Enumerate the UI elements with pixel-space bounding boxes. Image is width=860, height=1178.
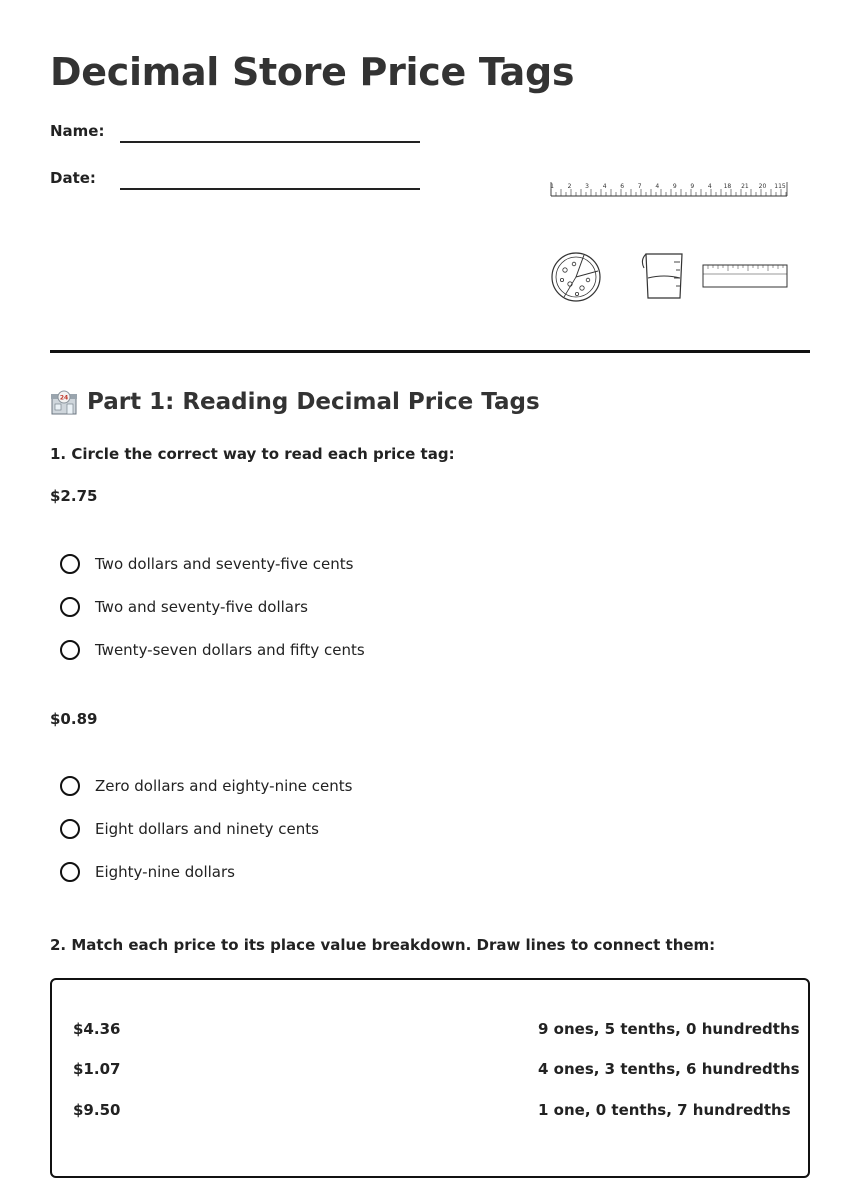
radio-circle[interactable] xyxy=(60,554,80,574)
part1-heading xyxy=(50,388,540,416)
radio-circle[interactable] xyxy=(60,597,80,617)
answer-option[interactable] xyxy=(60,819,319,839)
convenience-store-icon xyxy=(50,388,78,416)
ruler-label: 1 xyxy=(550,183,554,190)
radio-circle[interactable] xyxy=(60,819,80,839)
ruler-label: 4 xyxy=(707,183,712,190)
date-label: Date: xyxy=(50,169,96,187)
option-label: Eighty-nine dollars xyxy=(95,863,235,881)
ruler-label: 3 xyxy=(585,183,589,190)
match-price[interactable]: $4.36 xyxy=(73,1020,121,1038)
section-divider xyxy=(50,350,810,353)
name-line[interactable] xyxy=(120,141,420,143)
ruler-label: 4 xyxy=(655,183,660,190)
match-price[interactable]: $1.07 xyxy=(73,1060,121,1078)
name-label: Name: xyxy=(50,122,105,140)
ruler-label: 7 xyxy=(637,183,642,190)
ruler-label: 115 xyxy=(774,183,786,190)
ruler-label: 21 xyxy=(741,183,749,190)
match-breakdown[interactable]: 9 ones, 5 tenths, 0 hundredths xyxy=(538,1020,800,1038)
ruler-label: 4 xyxy=(602,183,607,190)
ruler-icon xyxy=(702,264,788,289)
answer-option[interactable] xyxy=(60,554,353,574)
price-tag: $2.75 xyxy=(50,487,98,505)
ruler-label: 9 xyxy=(672,183,677,190)
option-label: Zero dollars and eighty-nine cents xyxy=(95,777,353,795)
answer-option[interactable] xyxy=(60,597,308,617)
answer-option[interactable] xyxy=(60,862,235,882)
matching-box[interactable] xyxy=(50,978,810,1178)
date-line[interactable] xyxy=(120,188,420,190)
answer-option[interactable] xyxy=(60,776,352,796)
match-price[interactable]: $9.50 xyxy=(73,1101,121,1119)
option-label: Two dollars and seventy-five cents xyxy=(95,555,354,573)
part1-heading-text: Part 1: Reading Decimal Price Tags xyxy=(87,389,540,415)
match-breakdown[interactable]: 4 ones, 3 tenths, 6 hundredths xyxy=(538,1060,800,1078)
ruler-label: 2 xyxy=(567,183,572,190)
radio-circle[interactable] xyxy=(60,862,80,882)
pizza-icon xyxy=(550,250,602,303)
worksheet-title: Decimal Store Price Tags xyxy=(50,50,575,94)
question-1: 1. Circle the correct way to read each price tag: xyxy=(50,445,455,463)
price-tag: $0.89 xyxy=(50,710,98,728)
ruler-label: 9 xyxy=(690,183,695,190)
match-breakdown[interactable]: 1 one, 0 tenths, 7 hundredths xyxy=(538,1101,791,1119)
option-label: Twenty-seven dollars and fifty cents xyxy=(95,641,365,659)
answer-option[interactable] xyxy=(60,640,365,660)
ruler-label: 6 xyxy=(620,183,625,190)
radio-circle[interactable] xyxy=(60,776,80,796)
option-label: Two and seventy-five dollars xyxy=(95,598,308,616)
ruler-label: 18 xyxy=(723,183,732,190)
svg-text:24: 24 xyxy=(59,394,69,402)
ruler-icon xyxy=(550,178,788,198)
option-label: Eight dollars and ninety cents xyxy=(95,820,319,838)
measuring-cup-icon xyxy=(638,250,686,302)
ruler-label: 20 xyxy=(758,183,767,190)
question-2: 2. Match each price to its place value breakdown. Draw lines to connect them: xyxy=(50,936,716,954)
radio-circle[interactable] xyxy=(60,640,80,660)
